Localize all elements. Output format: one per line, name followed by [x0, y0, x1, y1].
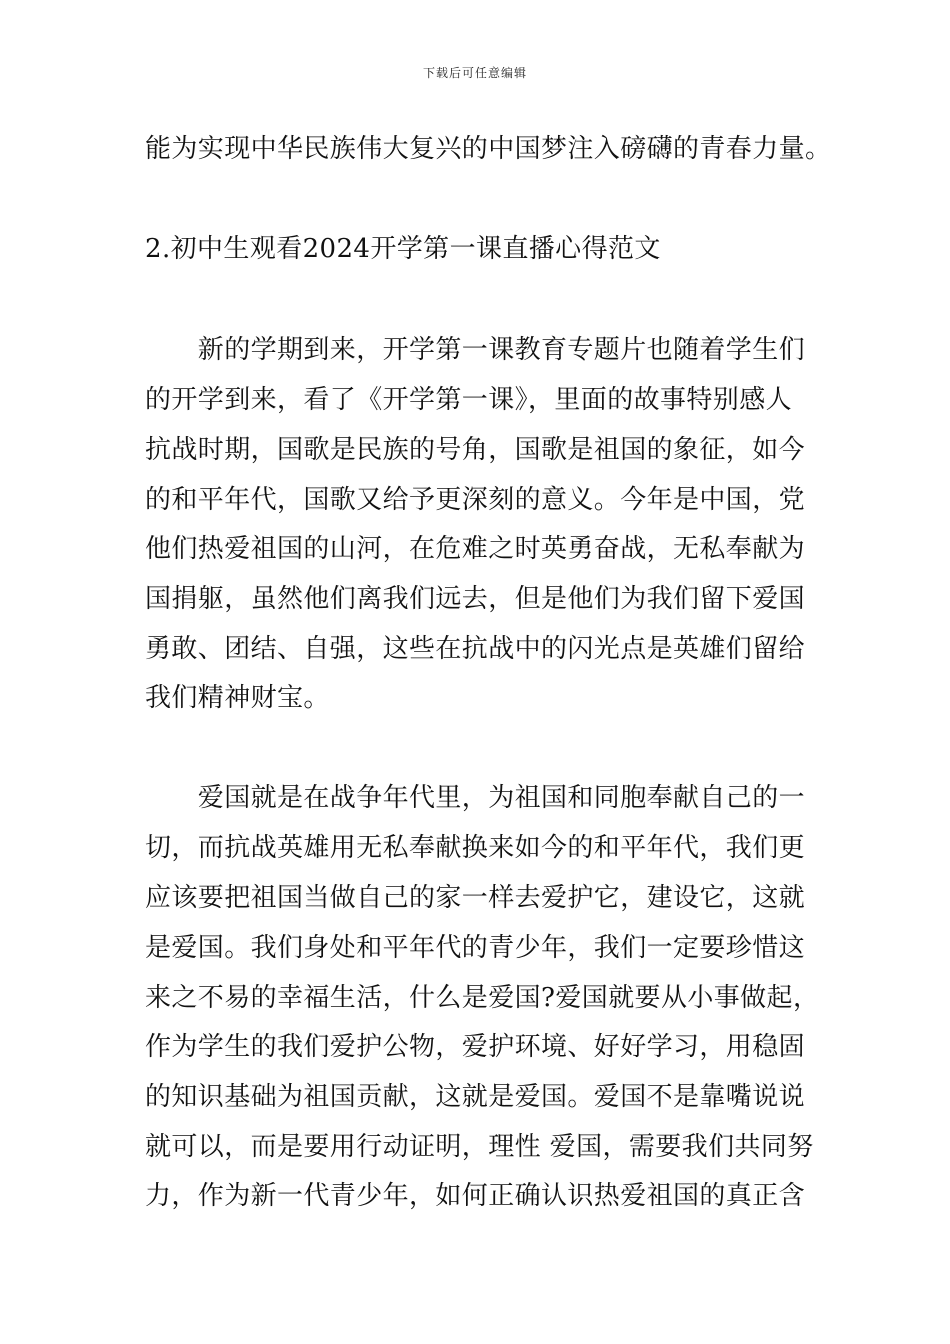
- paragraph-line: 就可以，而是要用行动证明，理性 爱国，需要我们共同努: [145, 1132, 814, 1162]
- paragraph-line: 勇敢、团结、自强，这些在抗战中的闪光点是英雄们留给: [145, 634, 806, 664]
- paragraph-line: 国捐躯，虽然他们离我们远去，但是他们为我们留下爱国: [145, 584, 806, 614]
- paragraph-line: 作为学生的我们爱护公物，爱护环境、好好学习，用稳固: [145, 1032, 806, 1062]
- paragraph-line: 我们精神财宝。: [145, 683, 330, 713]
- paragraph-line: 的知识基础为祖国贡献，这就是爱国。爱国不是靠嘴说说: [145, 1082, 806, 1112]
- header-note: 下载后可任意编辑: [422, 66, 527, 80]
- paragraph-line: 能为实现中华民族伟大复兴的中国梦注入磅礴的青春力量。: [145, 134, 832, 164]
- section-heading: 2.初中生观看2024开学第一课直播心得范文: [145, 234, 661, 264]
- paragraph-line: 抗战时期，国歌是民族的号角，国歌是祖国的象征，如今: [145, 435, 806, 465]
- paragraph-line: 应该要把祖国当做自己的家一样去爱护它，建设它，这就: [145, 883, 806, 913]
- paragraph-line: 爱国就是在战争年代里，为祖国和同胞奉献自己的一: [145, 783, 806, 813]
- paragraph-line: 他们热爱祖国的山河，在危难之时英勇奋战，无私奉献为: [145, 534, 806, 564]
- paragraph-line: 的开学到来，看了《开学第一课》，里面的故事特别感人: [145, 385, 793, 415]
- paragraph-line: 来之不易的幸福生活，什么是爱国?爱国就要从小事做起，: [145, 983, 820, 1013]
- paragraph-line: 新的学期到来，开学第一课教育专题片也随着学生们: [145, 335, 806, 365]
- paragraph-line: 切，而抗战英雄用无私奉献换来如今的和平年代，我们更: [145, 833, 806, 863]
- paragraph-line: 力，作为新一代青少年，如何正确认识热爱祖国的真正含: [145, 1181, 806, 1211]
- paragraph-line: 的和平年代，国歌又给予更深刻的意义。今年是中国，党: [145, 485, 806, 515]
- paragraph-line: 是爱国。我们身处和平年代的青少年，我们一定要珍惜这: [145, 933, 806, 963]
